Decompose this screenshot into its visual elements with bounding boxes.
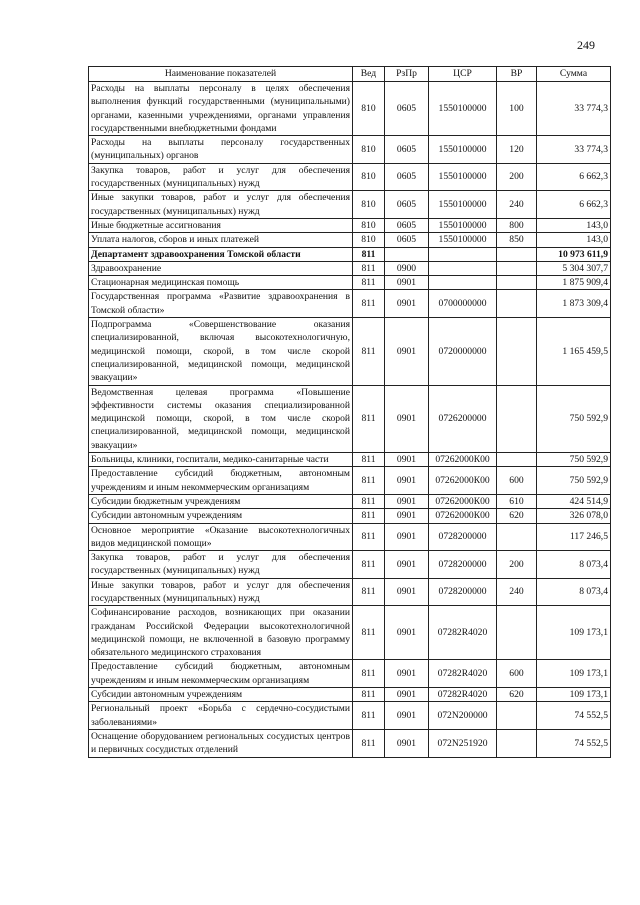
row-ved: 811 xyxy=(353,247,385,261)
row-sum: 1 873 309,4 xyxy=(537,290,611,318)
row-csr: 07262000К00 xyxy=(429,453,497,467)
row-vr: 600 xyxy=(497,467,537,495)
row-name: Субсидии автономным учреждениям xyxy=(89,509,353,523)
row-csr: 072N251920 xyxy=(429,729,497,757)
table-row xyxy=(89,82,611,136)
row-sum: 6 662,3 xyxy=(537,163,611,191)
row-name: Иные закупки товаров, работ и услуг для обеспечения государственных (муниципальных) нужд xyxy=(89,578,353,606)
row-csr: 07282R4020 xyxy=(429,606,497,660)
row-rzpr: 0901 xyxy=(385,551,429,579)
row-csr: 0726200000 xyxy=(429,385,497,452)
row-csr: 07262000К00 xyxy=(429,494,497,508)
row-ved: 811 xyxy=(353,453,385,467)
row-rzpr: 0901 xyxy=(385,318,429,385)
row-name: Иные закупки товаров, работ и услуг для обеспечения государственных (муниципальных) нужд xyxy=(89,191,353,219)
table-row xyxy=(89,136,611,164)
table-body xyxy=(89,82,611,758)
row-rzpr: 0901 xyxy=(385,702,429,730)
row-rzpr: 0901 xyxy=(385,729,429,757)
row-rzpr: 0605 xyxy=(385,233,429,247)
row-rzpr: 0605 xyxy=(385,136,429,164)
table-row xyxy=(89,702,611,730)
row-name: Уплата налогов, сборов и иных платежей xyxy=(89,233,353,247)
table-row xyxy=(89,318,611,385)
row-ved: 811 xyxy=(353,494,385,508)
row-name: Закупка товаров, работ и услуг для обеспечения государственных (муниципальных) нужд xyxy=(89,551,353,579)
row-rzpr: 0901 xyxy=(385,578,429,606)
row-ved: 810 xyxy=(353,218,385,232)
row-ved: 811 xyxy=(353,318,385,385)
row-name: Основное мероприятие «Оказание высокотехнологичных видов медицинской помощи» xyxy=(89,523,353,551)
row-rzpr: 0901 xyxy=(385,606,429,660)
row-rzpr: 0605 xyxy=(385,191,429,219)
header-rzpr: РзПр xyxy=(385,67,429,82)
row-vr: 240 xyxy=(497,578,537,606)
row-name: Субсидии бюджетным учреждениям xyxy=(89,494,353,508)
row-csr: 1550100000 xyxy=(429,218,497,232)
row-ved: 810 xyxy=(353,233,385,247)
row-sum: 750 592,9 xyxy=(537,467,611,495)
row-rzpr: 0901 xyxy=(385,276,429,290)
row-sum: 750 592,9 xyxy=(537,453,611,467)
row-ved: 811 xyxy=(353,551,385,579)
table-row xyxy=(89,523,611,551)
row-name: Оснащение оборудованием региональных сосудистых центров и первичных сосудистых отделений xyxy=(89,729,353,757)
row-rzpr: 0901 xyxy=(385,494,429,508)
row-ved: 811 xyxy=(353,606,385,660)
row-rzpr: 0605 xyxy=(385,218,429,232)
row-ved: 811 xyxy=(353,688,385,702)
row-csr xyxy=(429,276,497,290)
row-rzpr: 0901 xyxy=(385,385,429,452)
row-rzpr: 0901 xyxy=(385,660,429,688)
row-vr: 620 xyxy=(497,509,537,523)
row-sum: 5 304 307,7 xyxy=(537,261,611,275)
row-vr: 620 xyxy=(497,688,537,702)
row-sum: 8 073,4 xyxy=(537,551,611,579)
budget-table xyxy=(88,66,611,758)
row-sum: 33 774,3 xyxy=(537,82,611,136)
row-vr xyxy=(497,702,537,730)
table-row xyxy=(89,290,611,318)
row-name: Иные бюджетные ассигнования xyxy=(89,218,353,232)
row-csr: 0728200000 xyxy=(429,523,497,551)
row-name: Софинансирование расходов, возникающих при оказании гражданам Российской Федерации высокотехнологичной медицинской помощи, не включенной в базовую программу обязательного медицинского страхования xyxy=(89,606,353,660)
row-rzpr: 0901 xyxy=(385,467,429,495)
row-vr xyxy=(497,523,537,551)
row-sum: 109 173,1 xyxy=(537,606,611,660)
row-ved: 811 xyxy=(353,509,385,523)
row-vr: 240 xyxy=(497,191,537,219)
row-ved: 811 xyxy=(353,290,385,318)
page-number: 249 xyxy=(577,38,595,52)
row-name: Субсидии автономным учреждениям xyxy=(89,688,353,702)
row-csr: 0720000000 xyxy=(429,318,497,385)
row-name: Региональный проект «Борьба с сердечно-сосудистыми заболеваниями» xyxy=(89,702,353,730)
row-vr: 850 xyxy=(497,233,537,247)
row-csr: 072N200000 xyxy=(429,702,497,730)
row-ved: 811 xyxy=(353,385,385,452)
table-header-row xyxy=(89,67,611,82)
row-csr: 0700000000 xyxy=(429,290,497,318)
row-csr: 07262000К00 xyxy=(429,509,497,523)
row-csr xyxy=(429,247,497,261)
row-csr: 0728200000 xyxy=(429,551,497,579)
row-name: Ведомственная целевая программа «Повышение эффективности системы оказания специализированной медицинской помощи, скорой, в том числе скорой специализированной, медицинской помощи, медицинской эвакуации» xyxy=(89,385,353,452)
row-vr: 200 xyxy=(497,551,537,579)
table-row xyxy=(89,660,611,688)
row-sum: 33 774,3 xyxy=(537,136,611,164)
row-rzpr: 0901 xyxy=(385,509,429,523)
row-sum: 143,0 xyxy=(537,233,611,247)
row-ved: 810 xyxy=(353,82,385,136)
row-csr: 07262000К00 xyxy=(429,467,497,495)
table-row xyxy=(89,453,611,467)
table-row xyxy=(89,276,611,290)
row-vr xyxy=(497,606,537,660)
row-csr: 07282R4020 xyxy=(429,688,497,702)
row-rzpr: 0901 xyxy=(385,290,429,318)
row-vr xyxy=(497,247,537,261)
row-ved: 811 xyxy=(353,467,385,495)
row-ved: 811 xyxy=(353,660,385,688)
row-sum: 74 552,5 xyxy=(537,729,611,757)
row-sum: 10 973 611,9 xyxy=(537,247,611,261)
row-name: Здравоохранение xyxy=(89,261,353,275)
row-name: Стационарная медицинская помощь xyxy=(89,276,353,290)
row-sum: 6 662,3 xyxy=(537,191,611,219)
row-sum: 143,0 xyxy=(537,218,611,232)
table-row xyxy=(89,467,611,495)
row-rzpr: 0901 xyxy=(385,523,429,551)
row-ved: 811 xyxy=(353,261,385,275)
row-ved: 810 xyxy=(353,136,385,164)
row-name: Государственная программа «Развитие здравоохранения в Томской области» xyxy=(89,290,353,318)
header-csr: ЦСР xyxy=(429,67,497,82)
row-rzpr: 0901 xyxy=(385,453,429,467)
row-sum: 109 173,1 xyxy=(537,660,611,688)
table-row xyxy=(89,578,611,606)
table-row xyxy=(89,729,611,757)
row-vr xyxy=(497,261,537,275)
row-csr xyxy=(429,261,497,275)
row-sum: 750 592,9 xyxy=(537,385,611,452)
table-row xyxy=(89,218,611,232)
header-name: Наименование показателей xyxy=(89,67,353,82)
row-vr: 120 xyxy=(497,136,537,164)
row-vr: 800 xyxy=(497,218,537,232)
table-row xyxy=(89,385,611,452)
row-name: Предоставление субсидий бюджетным, автономным учреждениям и иным некоммерческим организациям xyxy=(89,467,353,495)
row-vr xyxy=(497,385,537,452)
row-name: Предоставление субсидий бюджетным, автономным учреждениям и иным некоммерческим организациям xyxy=(89,660,353,688)
row-rzpr: 0605 xyxy=(385,163,429,191)
row-csr: 1550100000 xyxy=(429,233,497,247)
row-sum: 117 246,5 xyxy=(537,523,611,551)
header-vr: ВР xyxy=(497,67,537,82)
row-vr xyxy=(497,290,537,318)
row-ved: 811 xyxy=(353,578,385,606)
header-sum: Сумма xyxy=(537,67,611,82)
table-row xyxy=(89,163,611,191)
row-ved: 810 xyxy=(353,163,385,191)
row-name: Расходы на выплаты персоналу государственных (муниципальных) органов xyxy=(89,136,353,164)
row-vr: 200 xyxy=(497,163,537,191)
table-row xyxy=(89,509,611,523)
row-vr xyxy=(497,729,537,757)
table-row xyxy=(89,191,611,219)
header-ved: Вед xyxy=(353,67,385,82)
row-name: Закупка товаров, работ и услуг для обеспечения государственных (муниципальных) нужд xyxy=(89,163,353,191)
row-sum: 326 078,0 xyxy=(537,509,611,523)
row-vr: 100 xyxy=(497,82,537,136)
row-sum: 1 875 909,4 xyxy=(537,276,611,290)
row-name: Расходы на выплаты персоналу в целях обеспечения выполнения функций государственными (муниципальными) органами, казенными учреждениями, органами управления государственными внебюджетными фондами xyxy=(89,82,353,136)
row-name: Больницы, клиники, госпитали, медико-санитарные части xyxy=(89,453,353,467)
row-vr xyxy=(497,453,537,467)
row-ved: 811 xyxy=(353,702,385,730)
row-rzpr: 0605 xyxy=(385,82,429,136)
row-vr: 600 xyxy=(497,660,537,688)
row-vr: 610 xyxy=(497,494,537,508)
row-rzpr: 0901 xyxy=(385,688,429,702)
row-csr: 07282R4020 xyxy=(429,660,497,688)
row-vr xyxy=(497,318,537,385)
table-row xyxy=(89,233,611,247)
table-row xyxy=(89,261,611,275)
row-vr xyxy=(497,276,537,290)
row-csr: 1550100000 xyxy=(429,191,497,219)
row-ved: 811 xyxy=(353,729,385,757)
table-row xyxy=(89,606,611,660)
row-csr: 1550100000 xyxy=(429,136,497,164)
row-rzpr: 0900 xyxy=(385,261,429,275)
table-row xyxy=(89,551,611,579)
row-ved: 811 xyxy=(353,523,385,551)
row-csr: 1550100000 xyxy=(429,163,497,191)
row-rzpr xyxy=(385,247,429,261)
row-sum: 424 514,9 xyxy=(537,494,611,508)
row-sum: 109 173,1 xyxy=(537,688,611,702)
row-sum: 1 165 459,5 xyxy=(537,318,611,385)
row-name: Департамент здравоохранения Томской области xyxy=(89,247,353,261)
row-ved: 811 xyxy=(353,276,385,290)
table-row xyxy=(89,247,611,261)
row-name: Подпрограмма «Совершенствование оказания специализированной, включая высокотехнологичную, медицинской помощи, скорой, в том числе скорой специализированной, медицинской помощи, медицинской эвакуации» xyxy=(89,318,353,385)
row-csr: 1550100000 xyxy=(429,82,497,136)
row-ved: 810 xyxy=(353,191,385,219)
table-row xyxy=(89,494,611,508)
row-sum: 74 552,5 xyxy=(537,702,611,730)
row-csr: 0728200000 xyxy=(429,578,497,606)
row-sum: 8 073,4 xyxy=(537,578,611,606)
table-row xyxy=(89,688,611,702)
